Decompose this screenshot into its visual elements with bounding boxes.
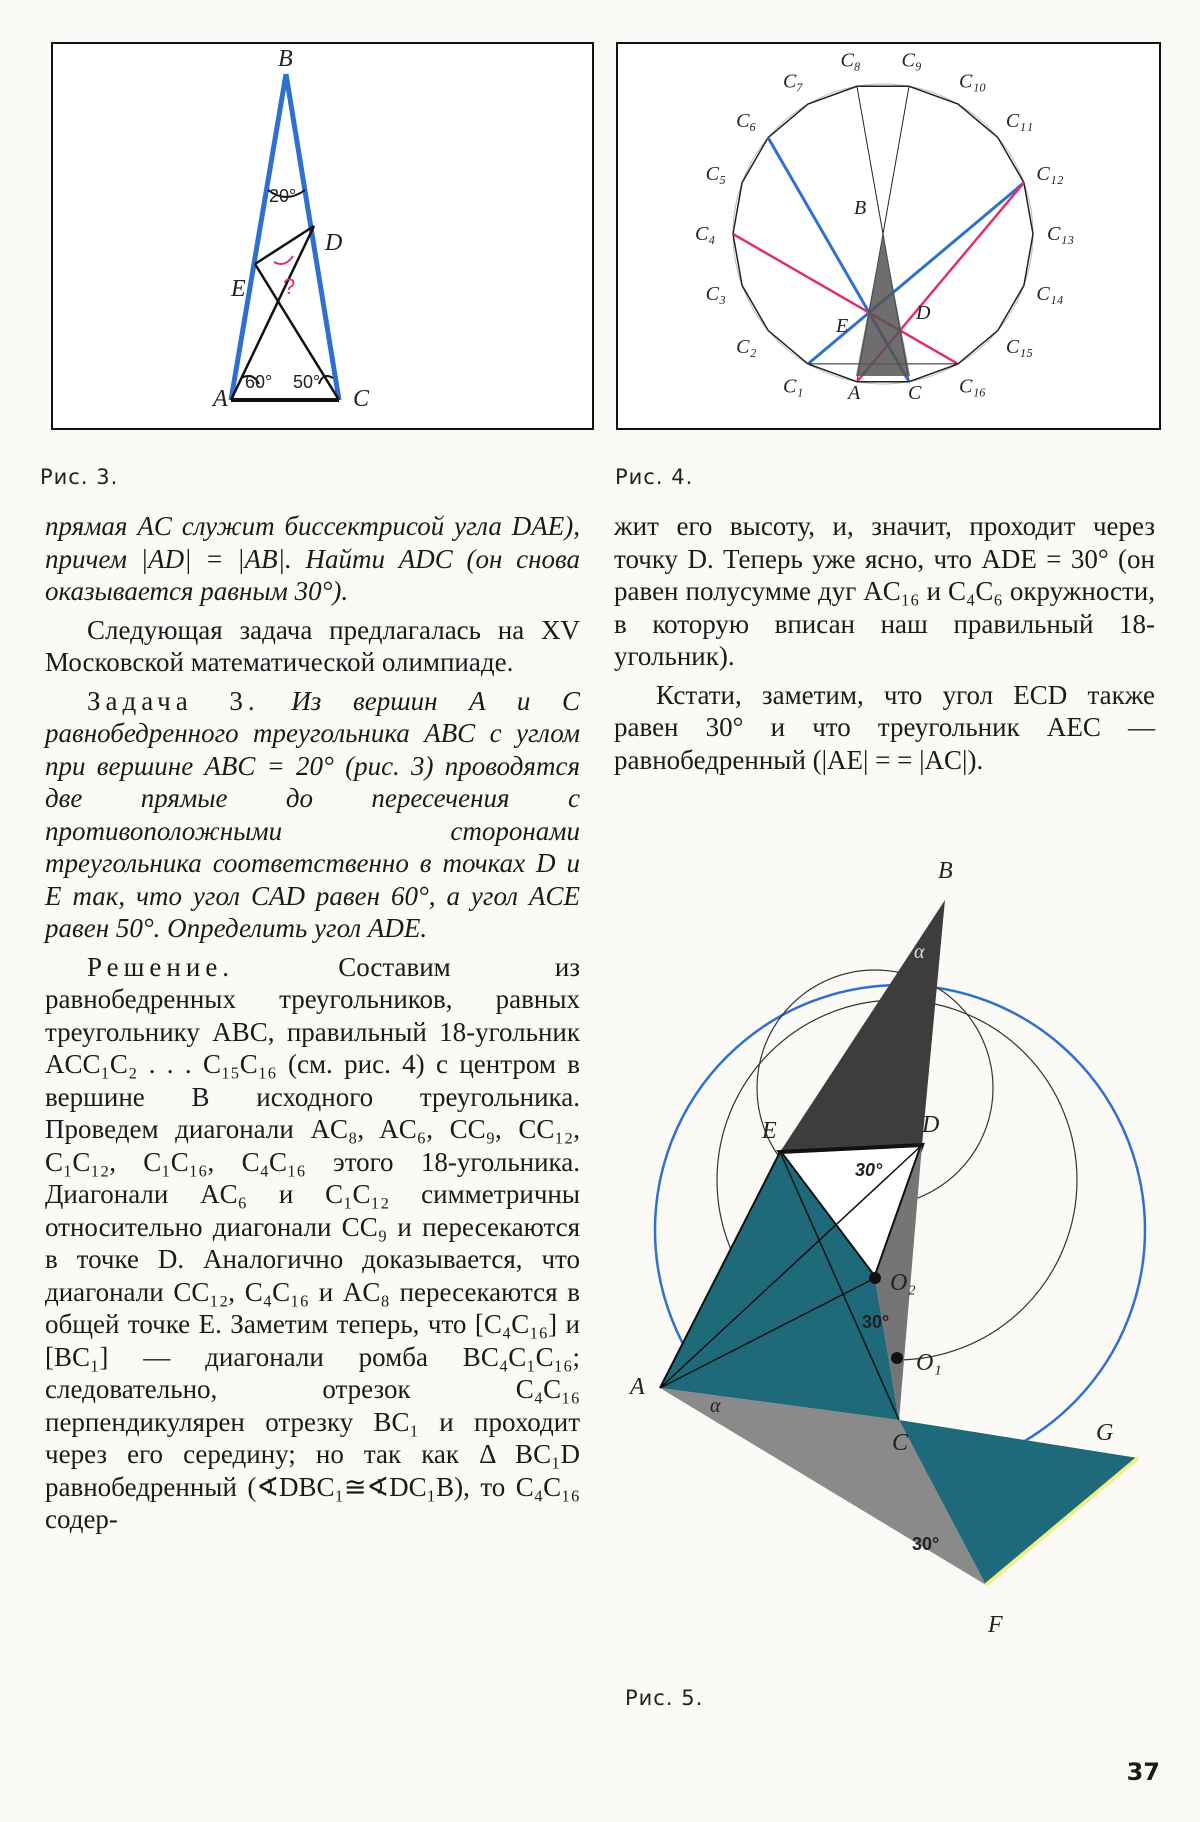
label-angle-20: 20° [269, 186, 297, 206]
label-angle-30-mid: 30° [862, 1312, 890, 1332]
label-b: B [854, 197, 867, 219]
paragraph-3 [45, 685, 580, 945]
label-angle-30-top: 30° [855, 1160, 883, 1180]
label-c1: C₁ [783, 375, 804, 398]
label-angle-30-bottom: 30° [912, 1534, 940, 1554]
label-c11: C₁₁ [1005, 109, 1034, 132]
label-c9: C₉ [901, 49, 922, 72]
label-c5: C₅ [705, 162, 726, 185]
label-a: A [848, 382, 861, 404]
label-e: E [836, 315, 849, 337]
figure-4-caption: Рис. 4. [615, 465, 694, 489]
label-d: D [916, 302, 931, 324]
label-angle-50: 50° [293, 372, 321, 392]
label-a: A [630, 1374, 645, 1400]
solution-text: Составим из равнобедренных треугольников, равных треугольнику ABC, правильный 18-угольник ACC₁C₂ . . . C₁₅C₁₆ (см. рис. 4) с центром в вершине B исходного треугольника. Проведем диагонали AC₈, AC₆, CC₉, CC₁₂, C₁C₁₂, C₁C₁₆, C₄C₁₆ этого 18-угольника. Диагонали AC₆ и C₁C₁₂ симметричны относительно диагонали CC₉ и пересекаются в точке D. Аналогично доказывается, что диагонали CC₁₂, C₄C₁₆ и AC₈ пересекаются в общей точке E. Заметим теперь, что [C₄C₁₆] и [BC₁] — диагонали ромба BC₄C₁C₁₆; следовательно, отрезок C₄C₁₆ перпендикулярен отрезку BC₁ и проходит через его середину; но так как Δ BC₁D равнобедренный (∢DBC₁≅∢DC₁B), то C₄C₁₆ содер- [45, 951, 580, 1534]
label-g: G [1096, 1420, 1114, 1446]
page-number: 37 [1126, 1758, 1160, 1786]
label-c4: C₄ [695, 223, 716, 245]
figure-4 [616, 42, 1161, 430]
left-column [45, 510, 580, 1542]
point-o2 [869, 1272, 881, 1284]
label-o2: O₂ [890, 1270, 916, 1296]
label-c8: C₈ [840, 49, 861, 72]
solution-label: Решение. [87, 951, 235, 982]
label-alpha-top: α [914, 941, 925, 963]
point-o1 [891, 1352, 903, 1364]
label-c16: C₁₆ [959, 375, 987, 398]
label-c3: C₃ [705, 283, 726, 306]
label-d: D [922, 1112, 940, 1138]
paragraph-6: Кстати, заметим, что угол ECD также равен 30° и что треугольник AEC — равнобедренный (|AE| = = |AC|). [614, 679, 1155, 775]
label-c: C [892, 1430, 909, 1456]
label-alpha-left: α [710, 1395, 721, 1417]
paragraph-2: Следующая задача предлагалась на XV Московской математической олимпиаде. [45, 614, 580, 677]
label-c10: C₁₀ [959, 70, 987, 93]
figure-3 [51, 42, 594, 430]
label-a: A [213, 386, 228, 412]
label-d: D [325, 230, 343, 256]
figure-5-drawing [600, 840, 1160, 1660]
label-c2: C₂ [736, 336, 757, 359]
label-e: E [231, 276, 246, 302]
label-f: F [988, 1612, 1003, 1638]
label-e: E [762, 1118, 777, 1144]
label-o1: O₁ [916, 1350, 942, 1376]
label-c13: C₁₃ [1047, 223, 1075, 245]
paragraph-5: жит его высоту, и, значит, проходит через точку D. Теперь уже ясно, что ADE = 30° (он равен полусумме дуг AC₁₆ и C₄C₆ окружности, в которую вписан наш правильный 18-угольник). [614, 511, 1155, 671]
label-c7: C₇ [783, 70, 804, 93]
paragraph-1: прямая AC служит биссектрисой угла DAE), причем |AD| = |AB|. Найти ADC (он снова оказывается равным 30°). [45, 511, 580, 606]
paragraph-4 [45, 951, 580, 1536]
label-b: B [278, 46, 293, 72]
figure-5 [600, 840, 1160, 1660]
right-column [614, 510, 1155, 782]
label-question: ? [283, 274, 296, 299]
diagonal-c4-c16 [733, 234, 958, 364]
figure-4-drawing [618, 44, 1159, 428]
side-ab [231, 74, 286, 400]
problem-label: Задача 3. [87, 685, 260, 716]
figure-5-caption: Рис. 5. [625, 1686, 704, 1710]
angle-arc-ade [274, 256, 293, 264]
label-c12: C₁₂ [1036, 162, 1064, 185]
label-c14: C₁₄ [1036, 283, 1064, 306]
figure-3-caption: Рис. 3. [40, 465, 119, 489]
figure-3-drawing [53, 44, 592, 428]
label-c15: C₁₅ [1005, 336, 1034, 359]
label-c6: C₆ [736, 109, 757, 132]
label-c: C [908, 382, 922, 404]
label-b: B [938, 858, 953, 884]
problem-text: Из вершин A и C равнобедренного треугольника ABC с углом при вершине ABC = 20° (рис. 3) проводятся две прямые до пересечения с противоположными сторонами треугольника соответственно в точках D и E так, что угол CAD равен 60°, а угол ACE равен 50°. Определить угол ADE. [45, 685, 581, 943]
label-angle-60: 60° [245, 372, 273, 392]
label-c: C [353, 386, 370, 412]
